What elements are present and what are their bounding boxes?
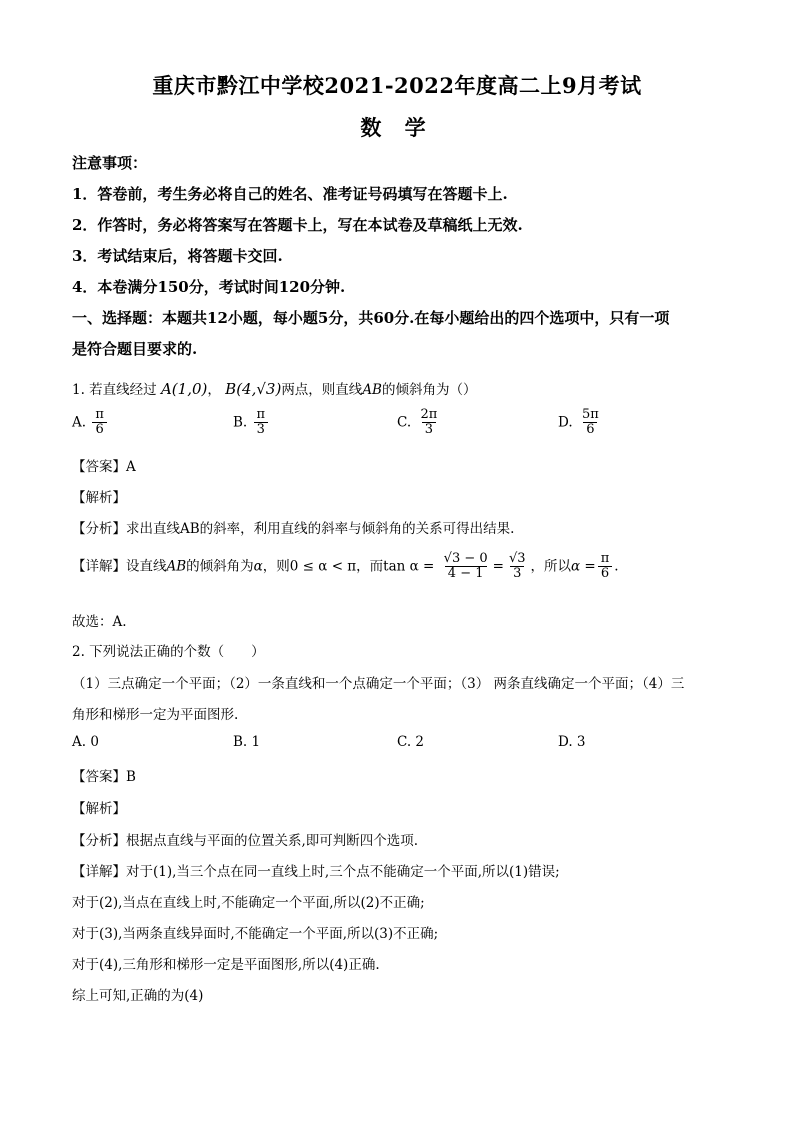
q2-statement-line-1: （1）三点确定一个平面；（2）一条直线和一个点确定一个平面；（3） 两条直线确定一个平面；（4）三 <box>72 676 685 692</box>
q1-option-c <box>397 408 442 438</box>
q2-detail-line-4: 对于(4),三角形和梯形一定是平面图形,所以(4)正确. <box>72 957 380 973</box>
exam-title: 重庆市黔江中学校2021-2022年度高二上9月考试 <box>152 73 642 98</box>
detail-text: ，则 <box>262 558 290 575</box>
option-fraction <box>92 408 107 438</box>
fraction-denominator: 6 <box>92 422 106 437</box>
q2-stem: 2. 下列说法正确的个数（ ） <box>72 644 265 660</box>
detail-text: ，而 <box>356 558 384 575</box>
q1-answer: 【答案】A <box>72 459 136 475</box>
q2-detail-line-1: 【详解】对于(1),当三个点在同一直线上时,三个点不能确定一个平面,所以(1)错误; <box>72 864 560 880</box>
notice-item-3: 3．考试结束后，将答题卡交回. <box>72 247 283 265</box>
q1-point-b: B(4,√3) <box>225 380 282 398</box>
q2-statement-line-2: 角形和梯形一定为平面图形. <box>72 707 239 723</box>
notice-item-1: 1．答卷前，考生务必将自己的姓名、准考证号码填写在答题卡上. <box>72 185 508 203</box>
detail-text: ，所以 <box>530 558 572 575</box>
option-letter: D. <box>558 414 573 431</box>
detail-fraction-1 <box>441 552 491 582</box>
q2-analysis-label: 【解析】 <box>72 801 126 817</box>
q1-fenxi: 【分析】求出直线AB的斜率，利用直线的斜率与倾斜角的关系可得出结果. <box>72 521 515 537</box>
q2-detail-line-2: 对于(2),当点在直线上时,不能确定一个平面,所以(2)不正确; <box>72 895 425 911</box>
detail-range: 0 ≤ α < π <box>289 558 357 575</box>
q2-option-d: D. 3 <box>558 734 586 750</box>
detail-period: . <box>614 558 619 575</box>
fraction-denominator: 3 <box>510 566 524 581</box>
q1-point-a: A(1,0) <box>160 380 208 398</box>
q1-comma: ， <box>207 382 221 398</box>
notice-heading: 注意事项： <box>72 154 148 172</box>
detail-line-ab: AB <box>166 558 187 575</box>
q1-option-b <box>233 408 270 438</box>
q1-detail <box>72 552 619 582</box>
option-letter: C. <box>397 414 412 431</box>
detail-alpha: α <box>253 558 263 575</box>
q1-analysis-label: 【解析】 <box>72 490 126 506</box>
option-fraction <box>254 408 269 438</box>
option-fraction <box>579 408 602 438</box>
q1-conclusion: 故选：A. <box>72 614 127 630</box>
q2-fenxi: 【分析】根据点直线与平面的位置关系,即可判断四个选项. <box>72 833 419 849</box>
notice-item-4: 4．本卷满分150分，考试时间120分钟. <box>72 278 346 296</box>
detail-fraction-3 <box>598 552 613 582</box>
fraction-numerator: π <box>95 407 104 422</box>
fraction-denominator: 3 <box>254 422 268 437</box>
fraction-numerator: √3 <box>508 551 526 566</box>
fraction-denominator: 6 <box>583 422 597 437</box>
fraction-numerator: 2π <box>420 407 438 422</box>
q1-stem-prefix: 1. 若直线经过 <box>72 382 157 398</box>
q2-detail-line-3: 对于(3),当两条直线异面时,不能确定一个平面,所以(3)不正确; <box>72 926 439 942</box>
fraction-denominator: 4 − 1 <box>445 566 487 581</box>
detail-alpha-eq: α = <box>571 558 596 575</box>
q1-stem-suffix: 的倾斜角为（） <box>381 382 477 398</box>
q1-option-d <box>558 408 604 438</box>
option-letter: A. <box>72 414 87 431</box>
section-heading-line-1: 一、选择题：本题共12小题，每小题5分，共60分.在每小题给出的四个选项中，只有一项 <box>72 309 670 327</box>
q1-stem <box>72 378 476 398</box>
fraction-numerator: √3 − 0 <box>443 551 488 566</box>
q2-detail-line-5: 综上可知,正确的为(4) <box>72 988 204 1004</box>
option-fraction <box>417 408 440 438</box>
detail-tan: tan α = <box>383 558 435 575</box>
q2-option-a: A. 0 <box>72 734 99 750</box>
option-letter: B. <box>233 414 248 431</box>
q2-answer: 【答案】B <box>72 769 136 785</box>
section-heading-line-2: 是符合题目要求的. <box>72 340 198 358</box>
fraction-denominator: 3 <box>422 422 436 437</box>
subject-title: 数 学 <box>360 115 434 140</box>
detail-text: 的倾斜角为 <box>186 558 254 575</box>
q1-option-a <box>72 408 109 438</box>
detail-text: 【详解】设直线 <box>72 558 167 575</box>
q1-line-ab: AB <box>362 382 382 398</box>
detail-equals: = <box>492 558 504 575</box>
fraction-denominator: 6 <box>598 566 612 581</box>
q2-option-b: B. 1 <box>233 734 261 750</box>
q2-option-c: C. 2 <box>397 734 425 750</box>
fraction-numerator: π <box>256 407 266 422</box>
q1-stem-mid: 两点，则直线 <box>281 382 363 398</box>
fraction-numerator: 5π <box>581 407 599 422</box>
fraction-numerator: π <box>600 551 610 566</box>
detail-fraction-2 <box>506 552 529 582</box>
notice-item-2: 2．作答时，务必将答案写在答题卡上，写在本试卷及草稿纸上无效. <box>72 216 523 234</box>
